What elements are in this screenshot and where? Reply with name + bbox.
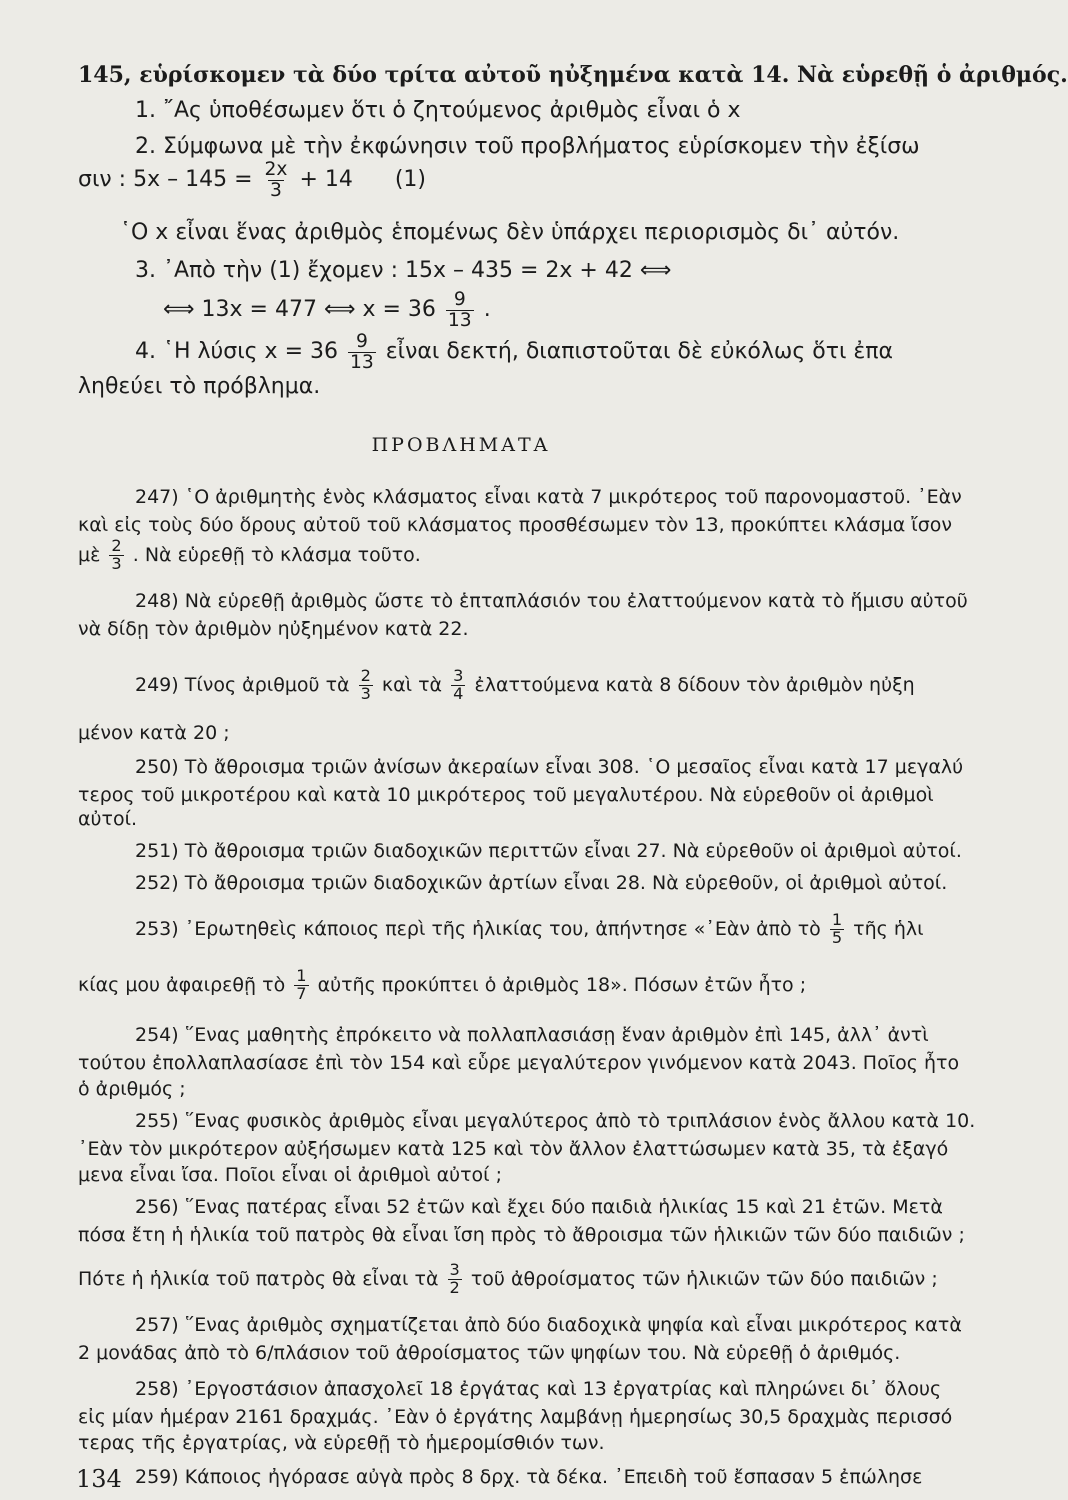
- problem-258-line-3: τερας τῆς ἐργατρίας, νὰ εὑρεθῇ τὸ ἡμερομίσθιόν των.: [78, 1432, 605, 1454]
- fraction-numerator: 2: [111, 536, 122, 555]
- solution-step-1: 1. ῎Ας ὑποθέσωμεν ὅτι ὁ ζητούμενος ἀριθμὸς εἶναι ὁ x: [135, 98, 741, 123]
- problem-253-end: τῆς ἡλι: [853, 917, 924, 940]
- problem-254-line-3: ὁ ἀριθμός ;: [78, 1078, 186, 1100]
- problem-254-line-1: 254) ῞Ενας μαθητὴς ἐπρόκειτο νὰ πολλαπλασιάσῃ ἕναν ἀριθμὸν ἐπὶ 145, ἀλλ᾿ ἀντὶ: [135, 1024, 929, 1046]
- fraction-denominator: 13: [350, 351, 374, 373]
- fraction-denominator: 7: [296, 983, 307, 1003]
- problem-256-line-1: 256) ῞Ενας πατέρας εἶναι 52 ἐτῶν καὶ ἔχει δύο παιδιὰ ἡλικίας 15 καὶ 21 ἐτῶν. Μετὰ: [135, 1196, 943, 1218]
- fraction-denominator: 13: [447, 309, 472, 331]
- fraction-numerator: 3: [453, 666, 464, 685]
- problem-249-line-2: μένον κατὰ 20 ;: [78, 722, 230, 744]
- fraction-numerator: 9: [355, 331, 368, 352]
- problem-247-line-1: 247) ῾Ο ἀριθμητὴς ἑνὸς κλάσματος εἶναι κατὰ 7 μικρότερος τοῦ παρονομαστοῦ. ᾿Εὰν: [135, 486, 962, 508]
- problem-252: 252) Τὸ ἄθροισμα τριῶν διαδοχικῶν ἀρτίων εἶναι 28. Νὰ εὑρεθοῦν, οἱ ἀριθμοὶ αὐτοί.: [135, 872, 948, 894]
- fraction-denominator: 2: [449, 1277, 460, 1297]
- problem-248-line-2: νὰ δίδῃ τὸν ἀριθμὸν ηὐξημένον κατὰ 22.: [78, 618, 469, 640]
- problem-249-start: 249) Τίνος ἀριθμοῦ τὰ: [135, 673, 350, 696]
- problem-250-line-3: αὐτοί.: [78, 808, 138, 830]
- problem-249-line-1: [135, 668, 915, 703]
- problem-250-line-2: τερος τοῦ μικροτέρου καὶ κατὰ 10 μικρότερος τοῦ μεγαλυτέρου. Νὰ εὑρεθοῦν οἱ ἀριθμοὶ: [78, 784, 934, 806]
- equation-1: [78, 160, 426, 200]
- fraction-1-over-5: [830, 912, 844, 947]
- fraction-denominator: 3: [360, 683, 371, 703]
- solution-step-2: 2. Σύμφωνα μὲ τὴν ἐκφώνησιν τοῦ προβλήματος εὑρίσκομεν τὴν ἐξίσω: [135, 134, 920, 159]
- fraction-denominator: 4: [453, 683, 464, 703]
- solution-step-4: [135, 332, 893, 372]
- problem-247-line-2: καὶ εἰς τοὺς δύο ὅρους αὐτοῦ τοῦ κλάσματος προσθέσωμεν τὸν 13, προκύπτει κλάσμα ἴσον: [78, 514, 952, 536]
- fraction-denominator: 5: [831, 927, 843, 947]
- fraction-numerator: 1: [296, 966, 307, 985]
- problem-256-l3-start: Πότε ἡ ἡλικία τοῦ πατρὸς θὰ εἶναι τὰ: [78, 1267, 439, 1290]
- problem-247-end: . Νὰ εὑρεθῇ τὸ κλάσμα τοῦτο.: [132, 543, 421, 566]
- problem-249-end: ἐλαττούμενα κατὰ 8 δίδουν τὸν ἀριθμὸν ηὐξη: [474, 673, 915, 696]
- problem-256-line-2: πόσα ἔτη ἡ ἡλικία τοῦ πατρὸς θὰ εἶναι ἴση πρὸς τὸ ἄθροισμα τῶν ἡλικιῶν τῶν δύο παιδιῶν ;: [78, 1224, 965, 1246]
- problem-258-line-1: 258) ᾿Εργοστάσιον ἀπασχολεῖ 18 ἐργάτας καὶ 13 ἐργατρίας καὶ πληρώνει δι᾿ ὅλους: [135, 1378, 942, 1400]
- solution-step-3: 3. ᾿Απὸ τὴν (1) ἔχομεν : 15x – 435 = 2x + 42 ⟺: [135, 258, 672, 283]
- problem-247-me: μὲ: [78, 543, 101, 566]
- fraction-numerator: 1: [831, 910, 843, 929]
- problem-256-line-3: [78, 1262, 938, 1297]
- problem-259-line-1: 259) Κάποιος ἠγόρασε αὐγὰ πρὸς 8 δρχ. τὰ δέκα. ᾿Επειδὴ τοῦ ἔσπασαν 5 ἐπώλησε: [135, 1466, 923, 1488]
- problem-253-l2-start: κίας μου ἀφαιρεθῇ τὸ: [78, 973, 286, 996]
- problem-257-line-2: 2 μονάδας ἀπὸ τὸ 6/πλάσιον τοῦ ἀθροίσματος τῶν ψηφίων του. Νὰ εὑρεθῇ ὁ ἀριθμός.: [78, 1342, 901, 1364]
- fraction-numerator: 2x: [264, 159, 288, 180]
- problem-251: 251) Τὸ ἄθροισμα τριῶν διαδοχικῶν περιττῶν εἶναι 27. Νὰ εὑρεθοῦν οἱ ἀριθμοὶ αὐτοί.: [135, 840, 962, 862]
- fraction-9-over-13: [348, 332, 376, 372]
- equation-2-end: .: [483, 297, 491, 323]
- problem-248-line-1: 248) Νὰ εὑρεθῇ ἀριθμὸς ὥστε τὸ ἑπταπλάσιόν του ἐλαττούμενον κατὰ τὸ ἥμισυ αὐτοῦ: [135, 590, 968, 612]
- problem-247-line-3: [78, 538, 421, 573]
- fraction-2x-over-3: [263, 160, 290, 200]
- fraction-numerator: 2: [360, 666, 371, 685]
- problem-258-line-2: εἰς μίαν ἡμέραν 2161 δραχμάς. ᾿Εὰν ὁ ἐργάτης λαμβάνῃ ἡμερησίως 30,5 δραχμὰς περισσό: [78, 1406, 953, 1428]
- problem-249-middle: καὶ τὰ: [381, 673, 443, 696]
- solution-step-4-line-2: ληθεύει τὸ πρόβλημα.: [78, 374, 321, 399]
- fraction-denominator: 3: [270, 179, 282, 201]
- fraction-9-over-13: [446, 290, 474, 330]
- problem-253-l2-end: αὐτῆς προκύπτει ὁ ἀριθμὸς 18». Πόσων ἐτῶν ἦτο ;: [317, 973, 807, 996]
- problem-255-line-2: ᾿Εὰν τὸν μικρότερον αὐξήσωμεν κατὰ 125 καὶ τὸν ἄλλον ἐλαττώσωμεν κατὰ 35, τὰ ἐξαγό: [78, 1138, 949, 1160]
- continued-problem-header: 145, εὑρίσκομεν τὰ δύο τρίτα αὐτοῦ ηὐξημένα κατὰ 14. Νὰ εὑρεθῇ ὁ ἀριθμός.: [78, 62, 1068, 88]
- fraction-2-over-3: [359, 668, 373, 703]
- fraction-numerator: 3: [449, 1260, 460, 1279]
- step-4-end: εἶναι δεκτή, διαπιστοῦται δὲ εὐκόλως ὅτι ἐπα: [385, 339, 894, 365]
- problem-253-start: 253) ᾿Ερωτηθεὶς κάποιος περὶ τῆς ἡλικίας του, ἀπήντησε «᾿Εὰν ἀπὸ τὸ: [135, 917, 821, 940]
- fraction-numerator: 9: [453, 289, 466, 310]
- problem-255-line-3: μενα εἶναι ἴσα. Ποῖοι εἶναι οἱ ἀριθμοὶ αὐτοί ;: [78, 1164, 503, 1186]
- solution-note: ῾Ο x εἶναι ἕνας ἀριθμὸς ἑπομένως δὲν ὑπάρχει περιορισμὸς δι᾿ αὐτόν.: [120, 220, 900, 245]
- equation-2: [163, 290, 491, 330]
- problem-255-line-1: 255) ῞Ενας φυσικὸς ἀριθμὸς εἶναι μεγαλύτερος ἀπὸ τὸ τριπλάσιον ἑνὸς ἄλλου κατὰ 10.: [135, 1110, 976, 1132]
- fraction-denominator: 3: [111, 553, 122, 573]
- equation-1-left: σιν : 5x – 145 =: [78, 167, 253, 193]
- problem-257-line-1: 257) ῞Ενας ἀριθμὸς σχηματίζεται ἀπὸ δύο διαδοχικὰ ψηφία καὶ εἶναι μικρότερος κατὰ: [135, 1314, 962, 1336]
- fraction-3-over-2: [448, 1262, 462, 1297]
- fraction-3-over-4: [451, 668, 465, 703]
- problem-253-line-1: [135, 912, 924, 947]
- step-4-start: 4. ῾Η λύσις x = 36: [135, 339, 338, 365]
- equation-2-left: ⟺ 13x = 477 ⟺ x = 36: [163, 297, 436, 323]
- problem-256-l3-end: τοῦ ἀθροίσματος τῶν ἡλικιῶν τῶν δύο παιδιῶν ;: [470, 1267, 938, 1290]
- fraction-2-over-3: [109, 538, 123, 573]
- page-number-box: [76, 1466, 136, 1496]
- page-number: 134: [76, 1464, 128, 1494]
- section-title: ΠΡΟΒΛΗΜΑΤΑ: [371, 434, 551, 456]
- problem-254-line-2: τούτου ἐπολλαπλασίασε ἐπὶ τὸν 154 καὶ εὗρε μεγαλύτερον γινόμενον κατὰ 2043. Ποῖος ἦτο: [78, 1052, 960, 1074]
- fraction-1-over-7: [294, 968, 308, 1003]
- equation-1-right: + 14 (1): [299, 167, 426, 193]
- problem-250-line-1: 250) Τὸ ἄθροισμα τριῶν ἀνίσων ἀκεραίων εἶναι 308. ῾Ο μεσαῖος εἶναι κατὰ 17 μεγαλύ: [135, 756, 964, 778]
- problem-253-line-2: [78, 968, 806, 1003]
